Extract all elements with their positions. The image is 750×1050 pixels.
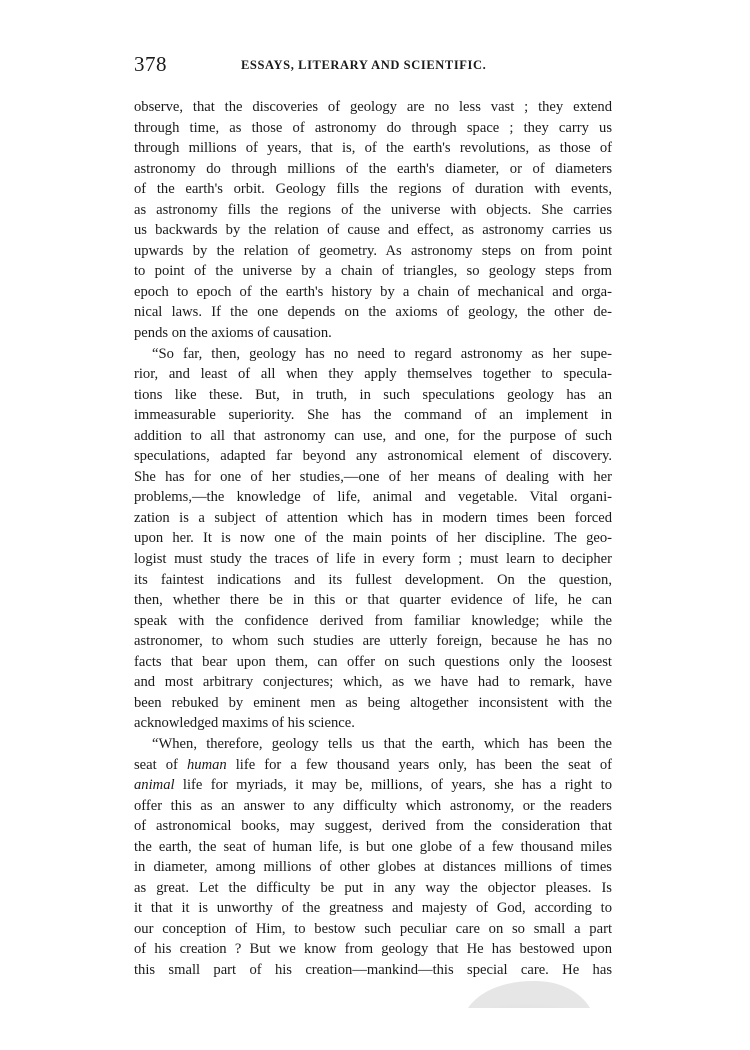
- text-line: to point of the universe by a chain of triangles, so geology steps from: [134, 263, 612, 280]
- text-line: nical laws. If the one depends on the axioms of geology, the other de-: [134, 304, 612, 321]
- text-line: through millions of years, that is, of the earth's revolutions, as those of: [134, 140, 612, 157]
- text-line: the earth, the seat of human life, is but one globe of a few thousand miles: [134, 838, 612, 855]
- text-line: of astronomical books, may suggest, derived from the consideration that: [134, 818, 612, 835]
- text-line: its faintest indications and its fullest development. On the question,: [134, 571, 612, 588]
- text-line: our conception of Him, to bestow such peculiar care on so small a part: [134, 920, 612, 937]
- text-line: zation is a subject of attention which has in modern times been forced: [134, 509, 612, 526]
- text-line: of the earth's orbit. Geology fills the regions of duration with events,: [134, 181, 612, 198]
- text-line: observe, that the discoveries of geology are no less vast ; they extend: [134, 99, 612, 115]
- text-line: logist must study the traces of life in every form ; must learn to decipher: [134, 551, 612, 568]
- text-line: through time, as those of astronomy do through space ; they carry us: [134, 119, 612, 136]
- text-line: [134, 755, 612, 776]
- text-line: [134, 775, 612, 796]
- text-segment: life for a few thousand years only, has been the seat of: [226, 756, 612, 773]
- text-line: offer this as an answer to any difficulty which astronomy, or the readers: [134, 797, 612, 814]
- paragraph-end-line: acknowledged maxims of his science.: [134, 715, 355, 732]
- text-line: in diameter, among millions of other globes at distances millions of times: [134, 859, 612, 876]
- text-line: facts that bear upon them, can offer on such questions only the loosest: [134, 653, 612, 670]
- text-line: then, whether there be in this or that quarter evidence of life, he can: [134, 592, 612, 609]
- paragraph-start-line: “So far, then, geology has no need to regard astronomy as her supe-: [152, 345, 612, 362]
- thumb-shadow-image: [448, 972, 598, 1008]
- text-line: of his creation ? But we know from geology that He has bestowed upon: [134, 941, 612, 958]
- text-line: as great. Let the difficulty be put in any way the objector pleases. Is: [134, 879, 612, 896]
- body-text: [134, 97, 612, 981]
- emphasis-text: human: [186, 756, 227, 773]
- text-line: speculations, adapted far beyond any astronomical element of discovery.: [134, 448, 612, 465]
- text-line: and most arbitrary conjectures; which, as we have had to remark, have: [134, 674, 612, 691]
- text-line: it that it is unworthy of the greatness and majesty of God, according to: [134, 900, 612, 917]
- text-line: speak with the confidence derived from familiar knowledge; while the: [134, 612, 612, 629]
- text-line: epoch to epoch of the earth's history by a chain of mechanical and orga-: [134, 283, 612, 300]
- text-line: astronomer, to whom such studies are utterly foreign, because he has no: [134, 633, 612, 650]
- paragraph-start-line: “When, therefore, geology tells us that the earth, which has been the: [152, 735, 612, 752]
- text-line: She has for one of her studies,—one of her means of dealing with her: [134, 468, 612, 485]
- text-line: upwards by the relation of geometry. As astronomy steps on from point: [134, 242, 612, 259]
- page-number: 378: [134, 52, 167, 76]
- text-line: addition to all that astronomy can use, and one, for the purpose of such: [134, 427, 612, 444]
- emphasis-text: animal: [134, 777, 175, 794]
- text-segment: seat of: [134, 756, 187, 773]
- text-line: this small part of his creation—mankind—this special care. He has: [134, 961, 612, 978]
- text-line: us backwards by the relation of cause and effect, as astronomy carries us: [134, 222, 612, 239]
- text-line: problems,—the knowledge of life, animal and vegetable. Vital organi-: [134, 489, 612, 506]
- running-head: [134, 52, 614, 82]
- text-line: immeasurable superiority. She has the command of an implement in: [134, 407, 612, 424]
- paragraph-end-line: pends on the axioms of causation.: [134, 325, 332, 342]
- text-line: astronomy do through millions of the earth's diameter, or of diameters: [134, 160, 612, 177]
- running-title: ESSAYS, LITERARY AND SCIENTIFIC.: [241, 58, 487, 72]
- text-segment: life for myriads, it may be, millions, of years, she has a right to: [174, 777, 612, 794]
- text-line: as astronomy fills the regions of the universe with objects. She carries: [134, 201, 612, 218]
- text-line: rior, and least of all when they apply themselves together to specula-: [134, 366, 612, 383]
- text-line: been rebuked by eminent men as being altogether inconsistent with the: [134, 694, 612, 711]
- text-line: tions like these. But, in truth, in such speculations geology has an: [134, 386, 612, 403]
- text-line: upon her. It is now one of the main points of her discipline. The geo-: [134, 530, 612, 547]
